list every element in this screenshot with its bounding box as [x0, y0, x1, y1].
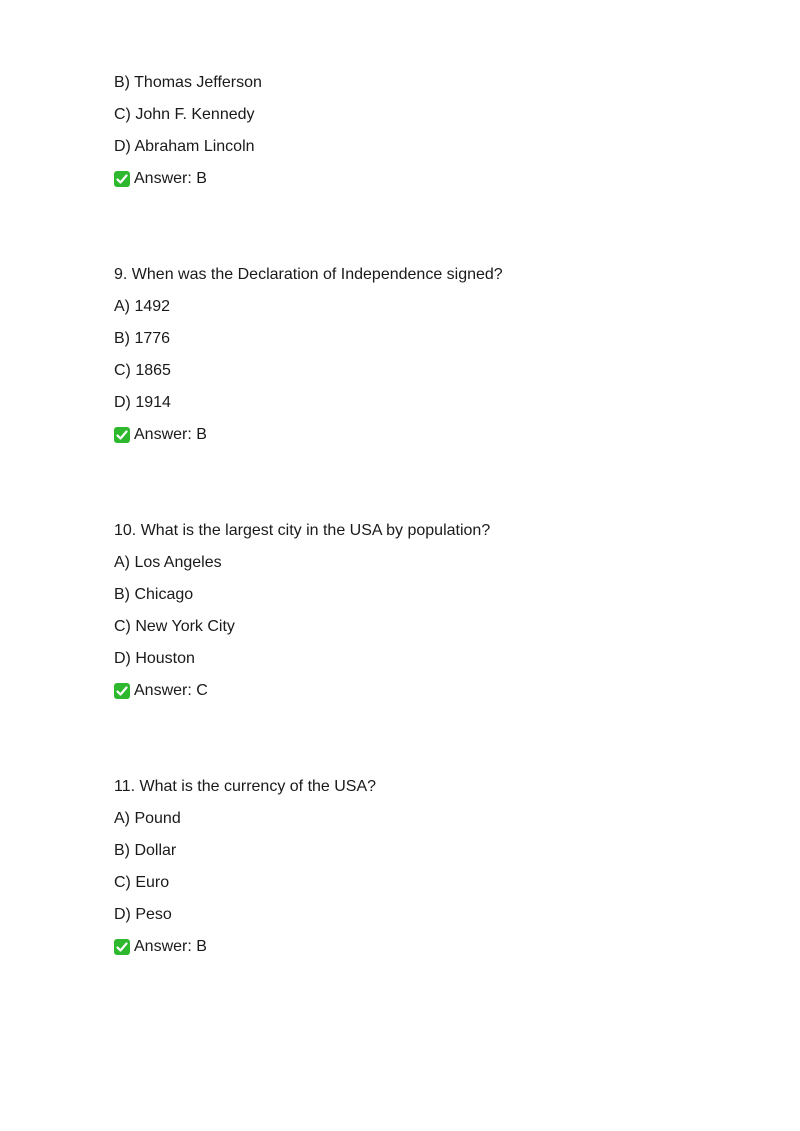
option-d: D) 1914 [114, 394, 171, 411]
document-page [114, 73, 734, 969]
option-d: D) Houston [114, 650, 195, 667]
quiz-block-11 [114, 777, 734, 957]
question-text: 9. When was the Declaration of Independence signed? [114, 266, 503, 283]
spacer [114, 457, 734, 521]
answer-text: Answer: C [134, 682, 208, 699]
quiz-block-10 [114, 521, 734, 701]
option-b: B) 1776 [114, 330, 171, 347]
spacer [114, 713, 734, 777]
check-mark-button-icon [114, 171, 130, 187]
answer-line [114, 681, 734, 701]
answer-line [114, 169, 734, 189]
quiz-block-9 [114, 265, 734, 445]
option-a: A) 1492 [114, 298, 171, 315]
check-mark-button-icon [114, 939, 130, 955]
spacer [114, 201, 734, 265]
answer-text: Answer: B [134, 170, 207, 187]
option-c: C) John F. Kennedy [114, 106, 255, 123]
question-text: 10. What is the largest city in the USA by population? [114, 522, 491, 539]
question-text: 11. What is the currency of the USA? [114, 778, 377, 795]
option-c: C) Euro [114, 874, 170, 891]
option-c: C) 1865 [114, 362, 171, 379]
option-b: B) Thomas Jefferson [114, 74, 262, 91]
option-d: D) Peso [114, 906, 172, 923]
option-b: B) Chicago [114, 586, 194, 603]
check-mark-button-icon [114, 427, 130, 443]
option-a: A) Pound [114, 810, 181, 827]
answer-line [114, 425, 734, 445]
answer-line [114, 937, 734, 957]
answer-text: Answer: B [134, 426, 207, 443]
check-mark-button-icon [114, 683, 130, 699]
option-a: A) Los Angeles [114, 554, 222, 571]
option-d: D) Abraham Lincoln [114, 138, 255, 155]
option-b: B) Dollar [114, 842, 177, 859]
quiz-block-8 [114, 73, 734, 189]
option-c: C) New York City [114, 618, 235, 635]
answer-text: Answer: B [134, 938, 207, 955]
